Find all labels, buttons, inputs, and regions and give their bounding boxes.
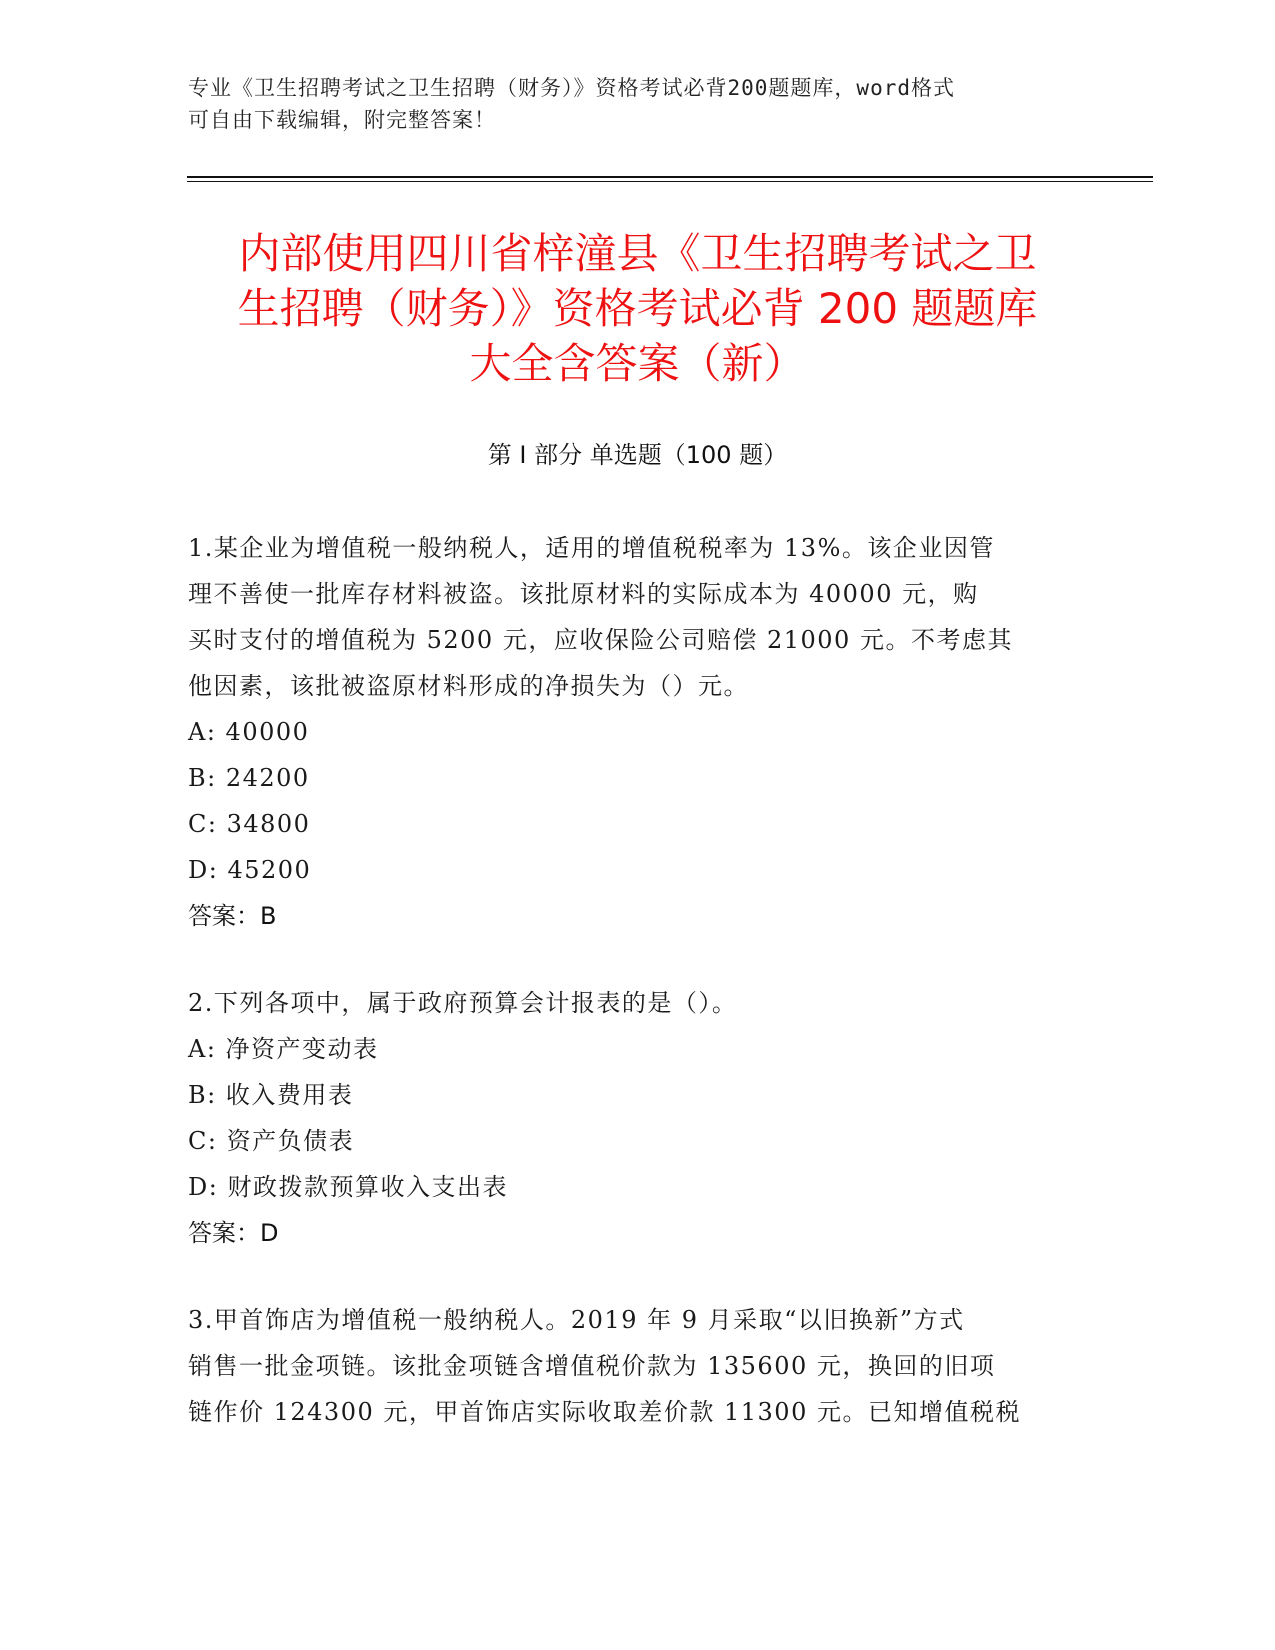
- header-note: [188, 72, 1068, 136]
- option-c: C: 资产负债表: [188, 1127, 355, 1155]
- question-list: [188, 525, 1088, 1435]
- question-text-line: 链作价 124300 元，甲首饰店实际收取差价款 11300 元。已知增值税税: [188, 1398, 1021, 1426]
- header-divider-thin: [187, 181, 1153, 182]
- question-spacer: [188, 939, 1088, 980]
- option-d: D: 财政拨款预算收入支出表: [188, 1173, 508, 1201]
- option-b: B: 24200: [188, 764, 310, 792]
- question-spacer: [188, 1256, 1088, 1297]
- question-3: [188, 1297, 1088, 1435]
- question-2: [188, 980, 1088, 1256]
- question-text-line: 2.下列各项中，属于政府预算会计报表的是（）。: [188, 989, 738, 1017]
- document-title-line-2: 生招聘（财务）》资格考试必背 200 题题库: [237, 284, 1038, 333]
- question-text-line: 1.某企业为增值税一般纳税人，适用的增值税税率为 13%。该企业因管: [188, 534, 995, 562]
- header-divider-thick: [187, 176, 1153, 178]
- section-heading: 第 I 部分 单选题（100 题）: [487, 441, 788, 469]
- answer: 答案：B: [188, 902, 277, 930]
- question-text-line: 理不善使一批库存材料被盗。该批原材料的实际成本为 40000 元，购: [188, 580, 979, 608]
- question-text-line: 他因素，该批被盗原材料形成的净损失为（）元。: [188, 672, 749, 700]
- document-title-line-1: 内部使用四川省梓潼县《卫生招聘考试之卫: [238, 229, 1037, 278]
- question-text-line: 买时支付的增值税为 5200 元，应收保险公司赔偿 21000 元。不考虑其: [188, 626, 1013, 654]
- header-note-line-1: 专业《卫生招聘考试之卫生招聘（财务）》资格考试必背200题题库，word格式: [188, 76, 955, 100]
- question-text-line: 销售一批金项链。该批金项链含增值税价款为 135600 元，换回的旧项: [188, 1352, 996, 1380]
- document-title: [180, 226, 1095, 391]
- question-text-line: 3.甲首饰店为增值税一般纳税人。2019 年 9 月采取“以旧换新”方式: [188, 1306, 965, 1334]
- answer: 答案：D: [188, 1219, 279, 1247]
- option-a: A: 40000: [188, 718, 310, 746]
- option-d: D: 45200: [188, 856, 312, 884]
- option-b: B: 收入费用表: [188, 1081, 354, 1109]
- option-c: C: 34800: [188, 810, 311, 838]
- document-title-line-3: 大全含答案（新）: [469, 339, 806, 388]
- header-note-line-2: 可自由下载编辑，附完整答案！: [188, 108, 496, 132]
- question-1: [188, 525, 1088, 939]
- option-a: A: 净资产变动表: [188, 1035, 379, 1063]
